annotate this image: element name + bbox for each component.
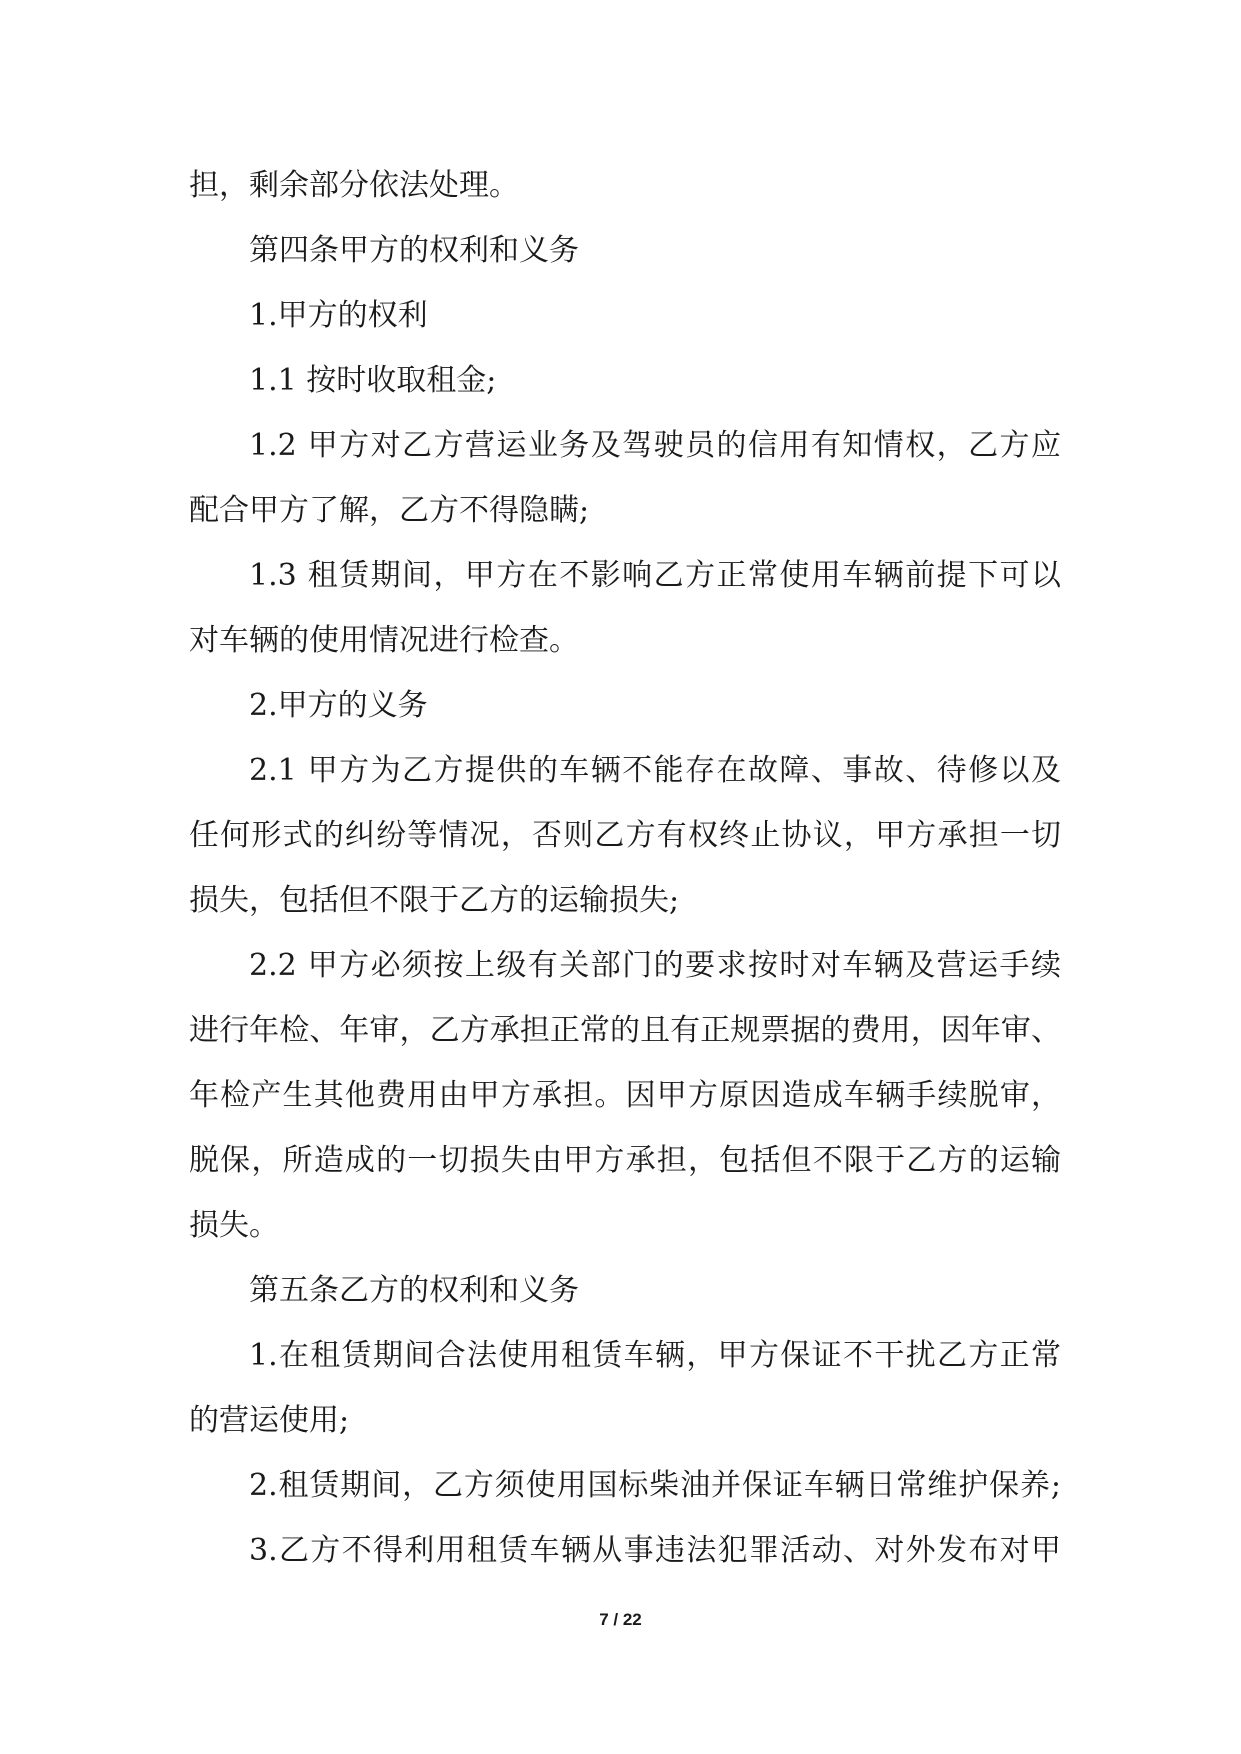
text-line: 1.2 甲方对乙方营运业务及驾驶员的信用有知情权，乙方应 — [249, 428, 1061, 463]
text-line: 2.甲方的义务 — [249, 688, 428, 723]
text-line: 损失，包括但不限于乙方的运输损失; — [189, 883, 680, 918]
text-line: 第五条乙方的权利和义务 — [249, 1273, 579, 1308]
text-line: 进行年检、年审，乙方承担正常的且有正规票据的费用，因年审、 — [189, 1013, 1061, 1048]
text-line: 1.3 租赁期间，甲方在不影响乙方正常使用车辆前提下可以 — [249, 558, 1061, 593]
text-line: 的营运使用; — [189, 1403, 350, 1438]
text-line: 任何形式的纠纷等情况，否则乙方有权终止协议，甲方承担一切 — [189, 818, 1061, 853]
page-number: 7 / 22 — [599, 1610, 642, 1629]
text-line: 1.在租赁期间合法使用租赁车辆，甲方保证不干扰乙方正常 — [249, 1338, 1061, 1373]
text-line: 担，剩余部分依法处理。 — [189, 168, 519, 203]
document-body — [189, 153, 1061, 1583]
text-line: 配合甲方了解，乙方不得隐瞒; — [189, 493, 590, 528]
text-line: 2.1 甲方为乙方提供的车辆不能存在故障、事故、待修以及 — [249, 753, 1061, 788]
text-line: 第四条甲方的权利和义务 — [249, 233, 579, 268]
text-line: 2.租赁期间，乙方须使用国标柴油并保证车辆日常维护保养; — [249, 1468, 1061, 1503]
text-line: 1.甲方的权利 — [249, 298, 428, 333]
text-line: 3.乙方不得利用租赁车辆从事违法犯罪活动、对外发布对甲 — [249, 1533, 1061, 1568]
text-line: 脱保，所造成的一切损失由甲方承担，包括但不限于乙方的运输 — [189, 1143, 1061, 1178]
text-line: 年检产生其他费用由甲方承担。因甲方原因造成车辆手续脱审， — [189, 1078, 1061, 1113]
text-line: 1.1 按时收取租金; — [249, 363, 497, 398]
text-line: 对车辆的使用情况进行检查。 — [189, 623, 579, 658]
text-line: 损失。 — [189, 1208, 279, 1243]
text-line: 2.2 甲方必须按上级有关部门的要求按时对车辆及营运手续 — [249, 948, 1061, 983]
